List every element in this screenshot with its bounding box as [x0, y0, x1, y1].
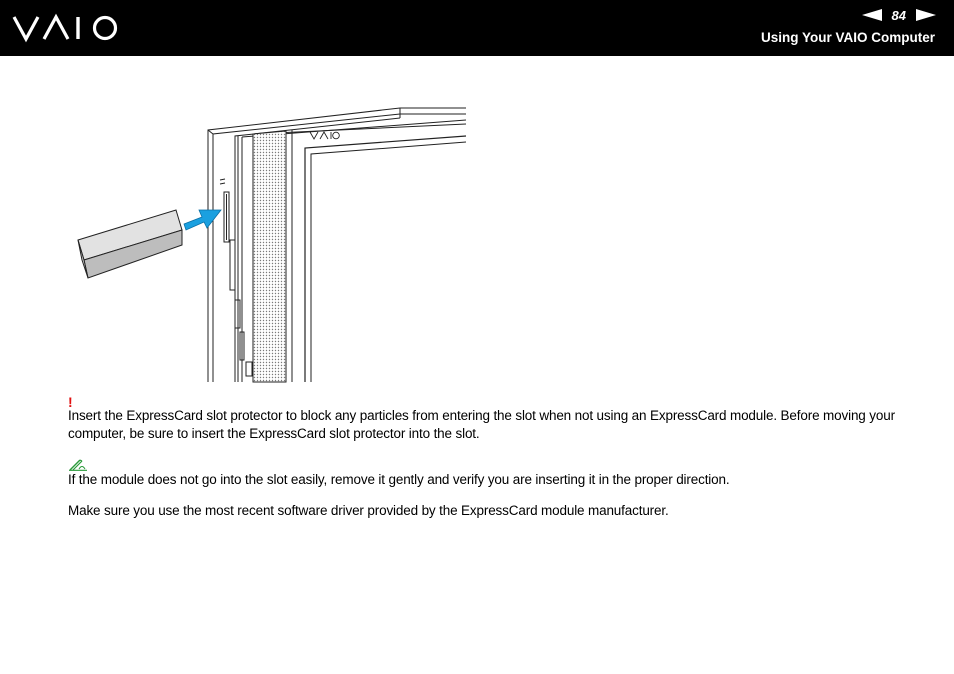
page-number: 84	[891, 7, 906, 23]
expresscard-module	[78, 210, 182, 278]
monitor-frame	[208, 108, 466, 382]
side-slots	[220, 179, 252, 376]
insertion-arrow	[184, 210, 221, 230]
page-navigation	[862, 6, 936, 24]
caution-text: Insert the ExpressCard slot protector to block any particles from entering the slot when not using an ExpressCard module. Before moving your computer, be sure to insert the ExpressCard slot protector into the slot.	[68, 408, 895, 441]
note-text: If the module does not go into the slot easily, remove it gently and verify you are inserting it in the proper direction.	[68, 472, 730, 487]
previous-page-icon[interactable]	[862, 9, 882, 21]
pencil-note-icon	[68, 457, 88, 471]
driver-note-text: Make sure you use the most recent software driver provided by the ExpressCard module manufacturer.	[68, 503, 669, 518]
next-page-icon[interactable]	[916, 9, 936, 21]
speaker-grille	[253, 131, 286, 382]
page-header	[0, 0, 954, 56]
bezel-vaio-logo	[310, 132, 339, 139]
vaio-logo	[12, 13, 120, 43]
expresscard-insertion-illustration	[70, 100, 470, 385]
screen-border	[305, 136, 466, 382]
section-title: Using Your VAIO Computer	[760, 30, 935, 45]
caution-mark: !	[68, 394, 73, 410]
